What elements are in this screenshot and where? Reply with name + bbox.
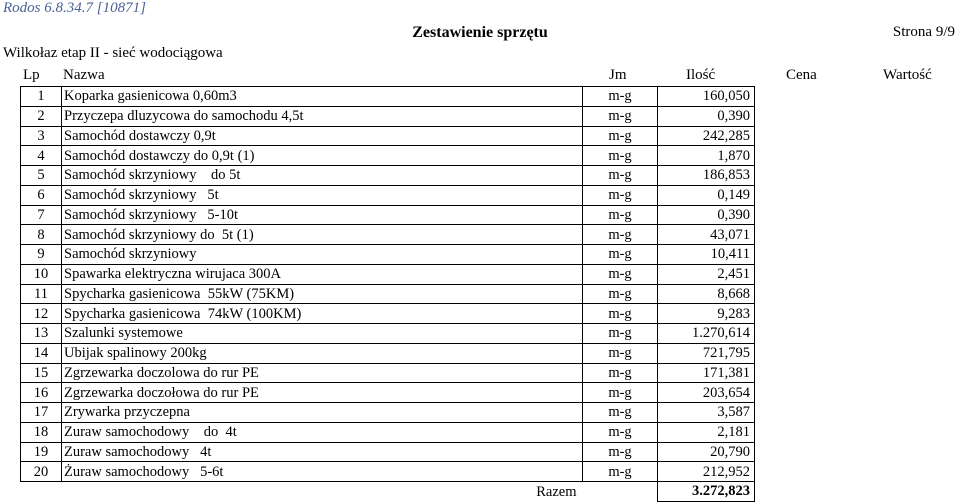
report-title: Zestawienie sprzętu (412, 24, 548, 41)
table-row (21, 245, 755, 265)
total-unit-spacer (583, 482, 658, 502)
row-unit: m-g (583, 363, 658, 383)
total-label: Razem (536, 483, 577, 500)
row-unit: m-g (583, 166, 658, 186)
row-lp: 4 (21, 146, 62, 166)
row-unit: m-g (583, 403, 658, 423)
row-qty: 171,381 (658, 363, 755, 383)
row-name: Zgrzewarka doczolowa do rur PE (62, 363, 583, 383)
row-name: Zrywarka przyczepna (62, 403, 583, 423)
row-lp: 2 (21, 106, 62, 126)
row-lp: 10 (21, 264, 62, 284)
header-lp: Lp (23, 67, 40, 83)
header-qty: Ilość (686, 67, 716, 83)
row-lp: 5 (21, 166, 62, 186)
row-name: Samochód skrzyniowy do 5t (62, 166, 583, 186)
row-name: Samochód skrzyniowy 5t (62, 185, 583, 205)
row-name: Samochód dostawczy do 0,9t (1) (62, 146, 583, 166)
row-name: Samochód skrzyniowy 5-10t (62, 205, 583, 225)
row-qty: 242,285 (658, 126, 755, 146)
row-qty: 1,870 (658, 146, 755, 166)
table-row (21, 264, 755, 284)
table-row (21, 205, 755, 225)
row-qty: 186,853 (658, 166, 755, 186)
row-qty: 20,790 (658, 442, 755, 462)
row-lp: 17 (21, 403, 62, 423)
row-qty: 43,071 (658, 225, 755, 245)
app-version: Rodos 6.8.34.7 [10871] (3, 0, 146, 16)
table-row (21, 87, 755, 107)
row-qty: 3,587 (658, 403, 755, 423)
table-row (21, 343, 755, 363)
row-name: Spycharka gasienicowa 74kW (100KM) (62, 304, 583, 324)
row-unit: m-g (583, 442, 658, 462)
row-lp: 13 (21, 324, 62, 344)
row-name: Szalunki systemowe (62, 324, 583, 344)
row-name: Przyczepa dluzycowa do samochodu 4,5t (62, 106, 583, 126)
header-unit: Jm (609, 67, 627, 83)
row-name: Samochód skrzyniowy do 5t (1) (62, 225, 583, 245)
row-lp: 9 (21, 245, 62, 265)
row-qty: 721,795 (658, 343, 755, 363)
table-row (21, 363, 755, 383)
row-name: Spawarka elektryczna wirujaca 300A (62, 264, 583, 284)
row-lp: 7 (21, 205, 62, 225)
row-lp: 14 (21, 343, 62, 363)
row-qty: 203,654 (658, 383, 755, 403)
total-row (21, 482, 755, 502)
row-unit: m-g (583, 422, 658, 442)
row-lp: 12 (21, 304, 62, 324)
page-number: Strona 9/9 (892, 24, 955, 40)
row-lp: 6 (21, 185, 62, 205)
row-lp: 1 (21, 87, 62, 107)
table-row (21, 106, 755, 126)
row-unit: m-g (583, 462, 658, 482)
row-unit: m-g (583, 225, 658, 245)
row-qty: 2,451 (658, 264, 755, 284)
row-unit: m-g (583, 264, 658, 284)
table-row (21, 166, 755, 186)
table-row (21, 383, 755, 403)
row-unit: m-g (583, 205, 658, 225)
table-row (21, 403, 755, 423)
equipment-table (20, 86, 755, 502)
project-name: Wilkołaz etap II - sieć wodociągowa (3, 45, 223, 61)
table-row (21, 146, 755, 166)
row-unit: m-g (583, 383, 658, 403)
row-unit: m-g (583, 324, 658, 344)
row-qty: 212,952 (658, 462, 755, 482)
row-lp: 20 (21, 462, 62, 482)
row-unit: m-g (583, 343, 658, 363)
row-unit: m-g (583, 304, 658, 324)
row-qty: 10,411 (658, 245, 755, 265)
row-name: Koparka gasienicowa 0,60m3 (62, 87, 583, 107)
table-header (0, 67, 960, 84)
table-row (21, 284, 755, 304)
row-lp: 18 (21, 422, 62, 442)
row-name: Zuraw samochodowy do 4t (62, 422, 583, 442)
table-row (21, 462, 755, 482)
header-name: Nazwa (63, 67, 105, 83)
row-name: Spycharka gasienicowa 55kW (75KM) (62, 284, 583, 304)
row-name: Zuraw samochodowy 4t (62, 442, 583, 462)
row-unit: m-g (583, 126, 658, 146)
row-lp: 3 (21, 126, 62, 146)
row-qty: 0,149 (658, 185, 755, 205)
row-unit: m-g (583, 106, 658, 126)
row-unit: m-g (583, 245, 658, 265)
table-row (21, 225, 755, 245)
row-lp: 15 (21, 363, 62, 383)
row-lp: 11 (21, 284, 62, 304)
row-name: Samochód dostawczy 0,9t (62, 126, 583, 146)
table-row (21, 442, 755, 462)
row-lp: 16 (21, 383, 62, 403)
row-qty: 0,390 (658, 205, 755, 225)
equipment-table-body (21, 87, 755, 502)
row-lp: 8 (21, 225, 62, 245)
row-lp: 19 (21, 442, 62, 462)
row-qty: 160,050 (658, 87, 755, 107)
row-unit: m-g (583, 284, 658, 304)
row-name: Samochód skrzyniowy (62, 245, 583, 265)
row-unit: m-g (583, 146, 658, 166)
table-row (21, 304, 755, 324)
row-name: Żuraw samochodowy 5-6t (62, 462, 583, 482)
header-value: Wartość (883, 67, 932, 83)
header-price: Cena (786, 67, 817, 83)
row-qty: 2,181 (658, 422, 755, 442)
table-row (21, 126, 755, 146)
row-qty: 1.270,614 (658, 324, 755, 344)
row-unit: m-g (583, 185, 658, 205)
total-qty: 3.272,823 (658, 482, 755, 502)
table-row (21, 185, 755, 205)
row-name: Ubijak spalinowy 200kg (62, 343, 583, 363)
row-unit: m-g (583, 87, 658, 107)
table-row (21, 422, 755, 442)
total-spacer (21, 482, 62, 502)
row-qty: 8,668 (658, 284, 755, 304)
row-name: Zgrzewarka doczołowa do rur PE (62, 383, 583, 403)
row-qty: 0,390 (658, 106, 755, 126)
table-row (21, 324, 755, 344)
row-qty: 9,283 (658, 304, 755, 324)
